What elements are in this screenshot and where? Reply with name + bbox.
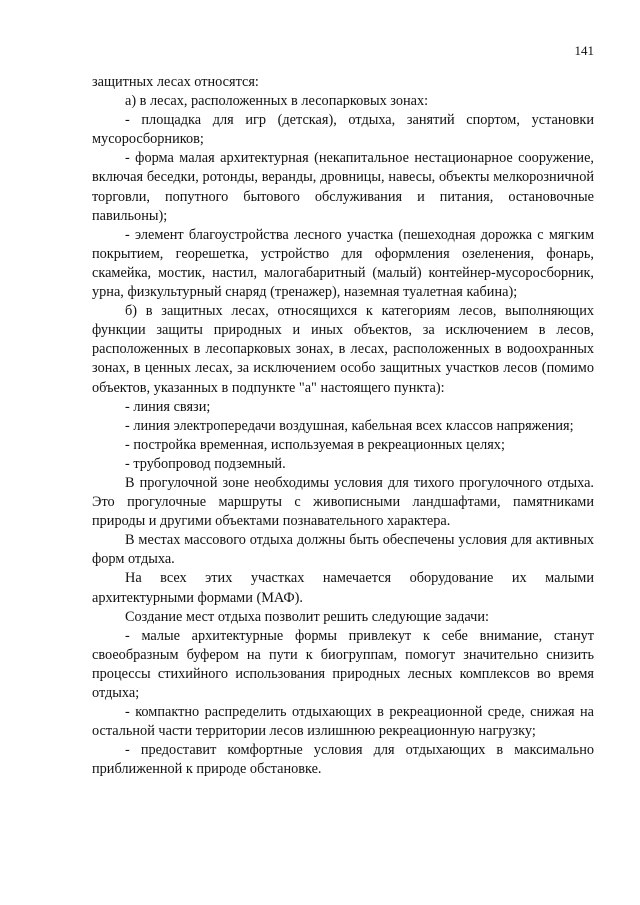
body-text: [92, 73, 594, 779]
paragraph-communication-line: - линия связи;: [125, 398, 211, 415]
paragraph-playground: - площадка для игр (детская), отдыха, занятий спортом, установки мусоросборников;: [92, 112, 594, 148]
paragraph-task-distribution: - компактно распределить отдыхающих в рекреационной среде, снижая на остальной части территории лесов излишнюю рекреационную нагрузку;: [92, 704, 594, 740]
paragraph-landscaping-element: - элемент благоустройства лесного участка (пешеходная дорожка с мягким покрытием, георешетка, устройство для оформления озеленения, фонарь, скамейка, мостик, настил, малогабаритный (малый) контейнер-мусоросборник, урна, физкультурный снаряд (тренажер), наземная туалетная кабина);: [92, 226, 594, 301]
paragraph-pipeline: - трубопровод подземный.: [125, 455, 286, 472]
paragraph-item-b: б) в защитных лесах, относящихся к категориям лесов, выполняющих функции защиты природных и иных объектов, за исключением в лесов, расположенных в лесопарковых зонах, в лесах, расположенных в водоохранных зонах, в ценных лесах, за исключением особо защитных участков лесов (помимо объектов, указанных в подпункте "а" настоящего пункта):: [92, 303, 594, 396]
paragraph-item-a: а) в лесах, расположенных в лесопарковых зонах:: [125, 93, 429, 110]
paragraph-mass-recreation: В местах массового отдыха должны быть обеспечены условия для активных форм отдыха.: [92, 532, 594, 568]
paragraph-intro: защитных лесах относятся:: [92, 74, 259, 90]
paragraph-small-architectural-form: - форма малая архитектурная (некапитальное нестационарное сооружение, включая беседки, ротонды, веранды, дровницы, навесы, объекты мелкорозничной торговли, попутного бытового обслуживания и питания, остановочные павильоны);: [92, 150, 594, 224]
paragraph-power-line: - линия электропередачи воздушная, кабельная всех классов напряжения;: [125, 417, 574, 434]
paragraph-task-comfort: - предоставит комфортные условия для отдыхающих в максимально приближенной к природе обстановке.: [92, 742, 594, 778]
paragraph-walking-zone: В прогулочной зоне необходимы условия для тихого прогулочного отдыха. Это прогулочные маршруты с живописными ландшафтами, памятниками природы и другими объектами познавательного характера.: [92, 474, 594, 530]
paragraph-temporary-building: - постройка временная, используемая в рекреационных целях;: [125, 436, 505, 453]
page-number: 141: [574, 43, 594, 58]
paragraph-task-attraction: - малые архитектурные формы привлекут к себе внимание, станут своеобразным буфером на пути к биогруппам, помогут значительно снизить процессы стихийного использования природных лесных комплексов во время отдыха;: [92, 627, 594, 701]
paragraph-maf-equipment: На всех этих участках намечается оборудование их малыми архитектурными формами (МАФ).: [92, 570, 594, 606]
paragraph-tasks-intro: Создание мест отдыха позволит решить следующие задачи:: [125, 608, 489, 625]
